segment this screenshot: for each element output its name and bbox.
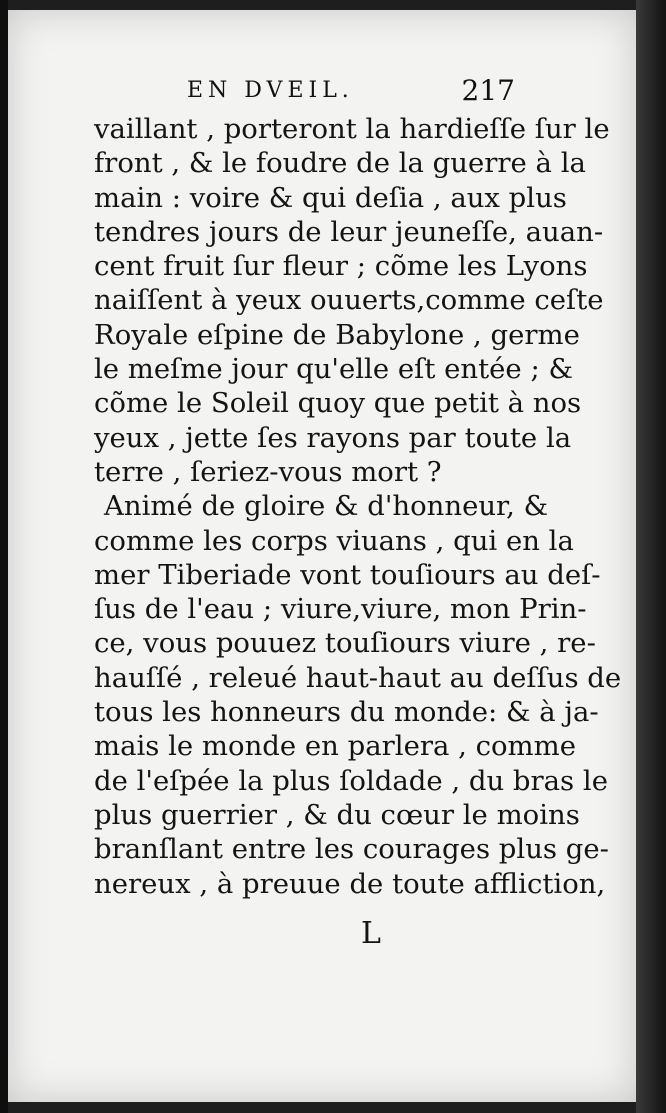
text-line: main : voire & qui deſia , aux plus [94, 181, 567, 214]
running-title: EN DVEIL. [187, 78, 354, 103]
text-line: de l'eſpée la plus ſoldade , du bras le [94, 764, 608, 797]
page-stack-edge [636, 0, 666, 1113]
text-line: naiſſent à yeux ouuerts,comme ceſte [94, 284, 604, 317]
text-line: terre , ſeriez-vous mort ? [94, 455, 442, 488]
page-number: 217 [461, 74, 515, 107]
text-line: le meſme jour qu'elle eſt entée ; & [94, 353, 573, 386]
text-line: Animé de gloire & d'honneur, & [104, 490, 549, 523]
scan-left-edge [0, 0, 8, 1113]
body-text [94, 112, 622, 901]
text-line: ce, vous pouuez touſiours viure , re- [94, 627, 596, 660]
text-line: hauſſé , releué haut-haut au deſſus de [94, 661, 622, 694]
signature-mark: L [361, 916, 381, 951]
text-line: vaillant , porteront la hardieſſe ſur le [94, 113, 610, 145]
text-line: nereux , à preuue de toute affliction, [94, 867, 606, 900]
text-line: cent fruit ſur fleur ; cõme les Lyons [94, 250, 588, 283]
text-line: tendres jours de leur jeuneſſe, auan- [94, 215, 604, 248]
text-line: mer Tiberiade vont touſiours au deſ- [94, 558, 601, 591]
text-line: front , & le foudre de la guerre à la [94, 147, 586, 180]
text-line: yeux , jette ſes rayons par toute la [94, 421, 572, 454]
text-line: plus guerrier , & du cœur le moins [94, 798, 580, 831]
text-line: Royale eſpine de Babylone , germe [94, 318, 580, 351]
text-line: comme les corps viuans , qui en la [94, 524, 574, 557]
text-line: cõme le Soleil quoy que petit à nos [94, 387, 582, 420]
text-line: mais le monde en parlera , comme [94, 730, 576, 763]
text-line: branſlant entre les courages plus ge- [94, 833, 609, 866]
page-header [95, 74, 515, 114]
text-line: ſus de l'eau ; viure,viure, mon Prin- [94, 593, 587, 626]
text-line: tous les honneurs du monde: & à ja- [94, 696, 599, 729]
